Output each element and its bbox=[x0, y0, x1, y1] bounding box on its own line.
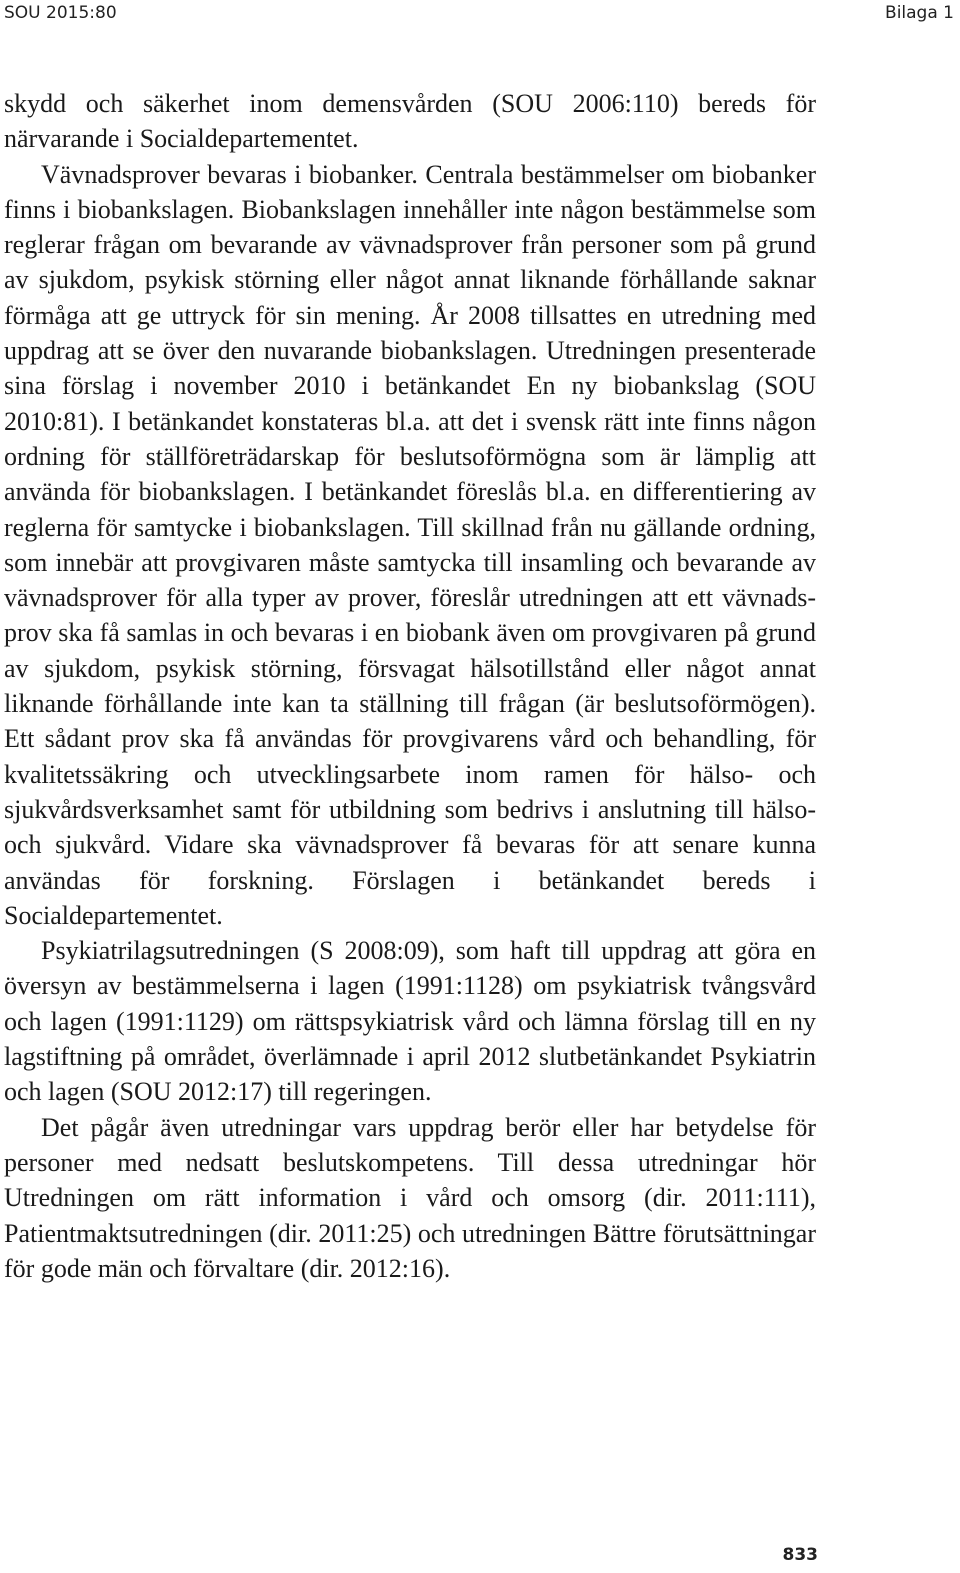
paragraph-2: Vävnadsprover bevaras i biobanker. Centrala bestämmelser om biobanker finns i biobankslagen. Biobankslagen innehåller inte någon bestämmelse som reglerar frågan om bevarande av vävnadsprover från personer som på grund av sjukdom, psykisk störning eller något annat liknande förhållande saknar förmåga att ge uttryck för sin mening. År 2008 tillsattes en utredning med uppdrag att se över den nuvarande biobankslagen. Utredningen presenterade sina förslag i november 2010 i betänkandet En ny biobankslag (SOU 2010:81). I betänkandet konstateras bl.a. att det i svensk rätt inte finns någon ordning för ställföreträdarskap för beslutsoförmögna som är lämplig att använda för biobankslagen. I betänkandet föreslås bl.a. en differentiering av reglerna för samtycke i biobankslagen. Till skillnad från nu gällande ordning, som innebär att provgivaren måste samtycka till insamling och bevarande av vävnadsprover för alla typer av prover, föreslår utredningen att ett vävnadsprov ska få samlas in och bevaras i en biobank även om provgivaren på grund av sjukdom, psykisk störning, försvagat hälsotillstånd eller något annat liknande förhållande inte kan ta ställning till frågan (är beslutsoförmögen). Ett sådant prov ska få användas för provgivarens vård och behandling, för kvalitetssäkring och utvecklingsarbete inom ramen för hälso- och sjukvårdsverksamhet samt för utbildning som bedrivs i anslutning till hälso- och sjukvård. Vidare ska vävnadsprover få bevaras för att senare kunna användas för forskning. Förslagen i betänkandet bereds i Socialdepartementet. bbox=[4, 159, 816, 930]
body-text bbox=[4, 86, 816, 1286]
paragraph-3: Psykiatrilagsutredningen (S 2008:09), som haft till uppdrag att göra en översyn av bestämmelserna i lagen (1991:1128) om psykiatrisk tvångsvård och lagen (1991:1129) om rättspsykiatrisk vård och lämna förslag till en ny lagstiftning på området, överlämnade i april 2012 slutbetänkandet Psykiatrin och lagen (SOU 2012:17) till regeringen. bbox=[4, 936, 816, 1107]
running-header bbox=[4, 0, 954, 30]
paragraph-1: skydd och säkerhet inom demensvården (SOU 2006:110) bereds för närvarande i Socialdepartementet. bbox=[4, 89, 816, 154]
page-number: 833 bbox=[782, 1545, 818, 1565]
paragraph-4: Det pågår även utredningar vars uppdrag berör eller har betydelse för personer med nedsatt beslutskompetens. Till dessa utredningar hör Utredningen om rätt information i vård och omsorg (dir. 2011:111), Patientmaktsutredningen (dir. 2011:25) och utredningen Bättre förutsättningar för gode män och förvaltare (dir. 2012:16). bbox=[4, 1112, 816, 1283]
appendix-label: Bilaga 1 bbox=[885, 3, 954, 23]
report-number: SOU 2015:80 bbox=[4, 3, 117, 23]
